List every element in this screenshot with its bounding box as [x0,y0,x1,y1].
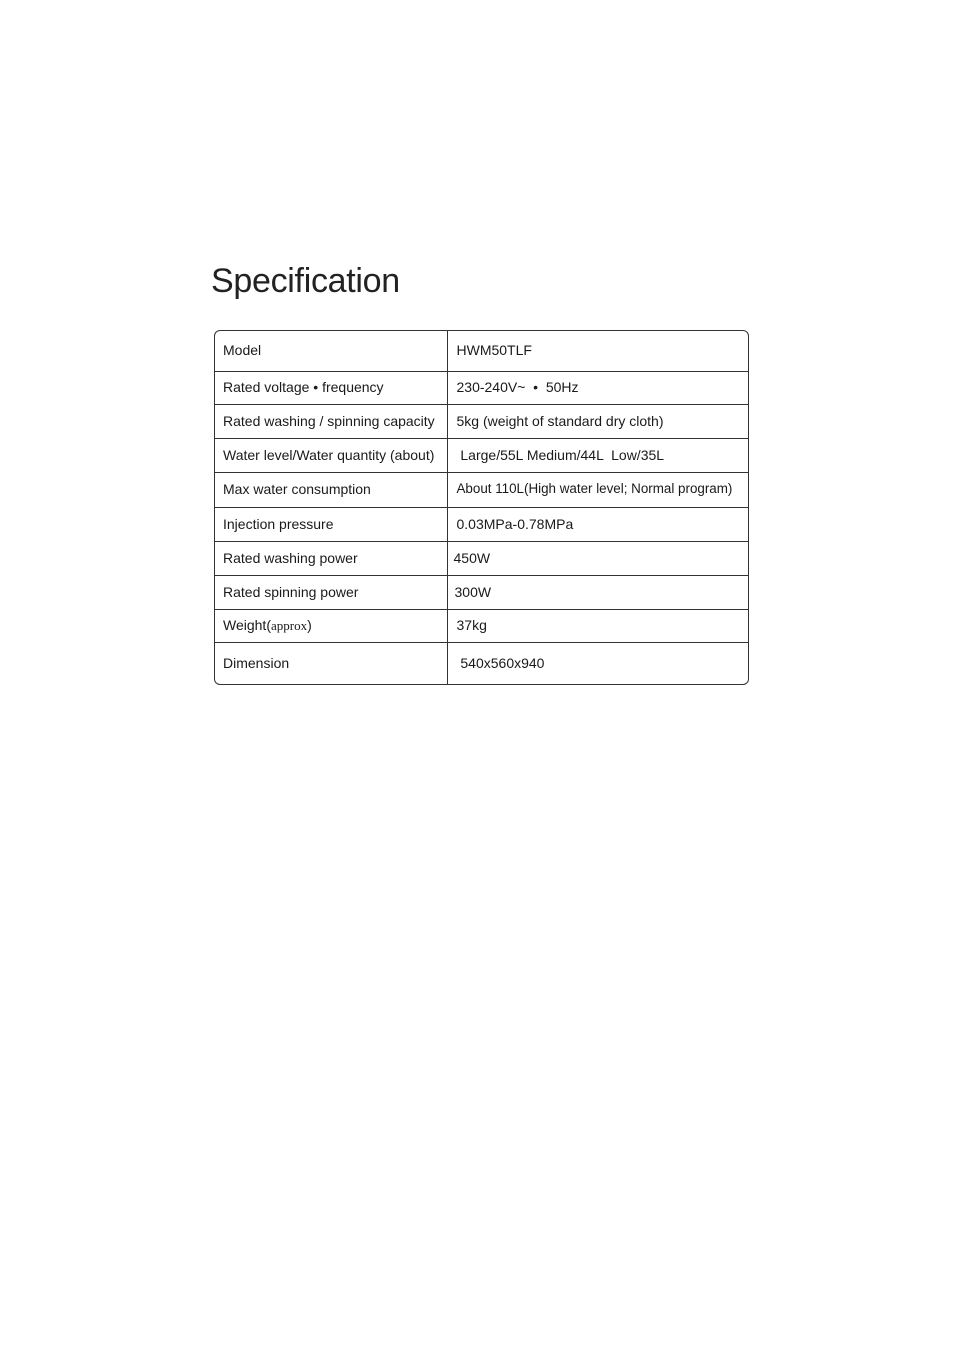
spec-label-weight: Weight(approx) [215,609,447,642]
table-row [215,575,748,609]
spec-value-model: HWM50TLF [447,331,748,371]
table-row [215,331,748,371]
spec-table-grid [215,331,748,684]
table-row [215,438,748,472]
spec-value-capacity: 5kg (weight of standard dry cloth) [447,404,748,438]
page-title: Specification [211,262,400,300]
spec-value-washing-power: 450W [447,541,748,575]
table-row [215,404,748,438]
spec-value-water-level: Large/55L Medium/44L Low/35L [447,438,748,472]
spec-label-capacity: Rated washing / spinning capacity [215,404,447,438]
spec-label-model: Model [215,331,447,371]
table-row [215,609,748,642]
spec-label-washing-power: Rated washing power [215,541,447,575]
spec-value-dimension: 540x560x940 [456,654,545,671]
spec-value-rated-voltage: 230-240V~ • 50Hz [447,371,748,404]
table-row [215,642,748,684]
spec-label-weight-text: Weight [223,617,267,634]
spec-label-water-level: Water level/Water quantity (about) [215,438,447,472]
spec-label-max-water: Max water consumption [215,472,447,507]
table-row [215,472,748,507]
spec-label-spinning-power: Rated spinning power [215,575,447,609]
spec-label-weight-approx: approx [271,618,308,634]
spec-label-injection-pressure: Injection pressure [215,507,447,541]
spec-value-injection-pressure: 0.03MPa-0.78MPa [447,507,748,541]
spec-label-dimension: Dimension [215,642,447,684]
table-row [215,507,748,541]
spec-value-spinning-power: 300W [447,575,748,609]
table-row [215,371,748,404]
spec-label-rated-voltage: Rated voltage • frequency [215,371,447,404]
specification-table [214,330,749,685]
table-row [215,541,748,575]
spec-value-weight: 37kg [447,609,748,642]
spec-value-max-water: About 110L(High water level; Normal program) [447,472,748,507]
